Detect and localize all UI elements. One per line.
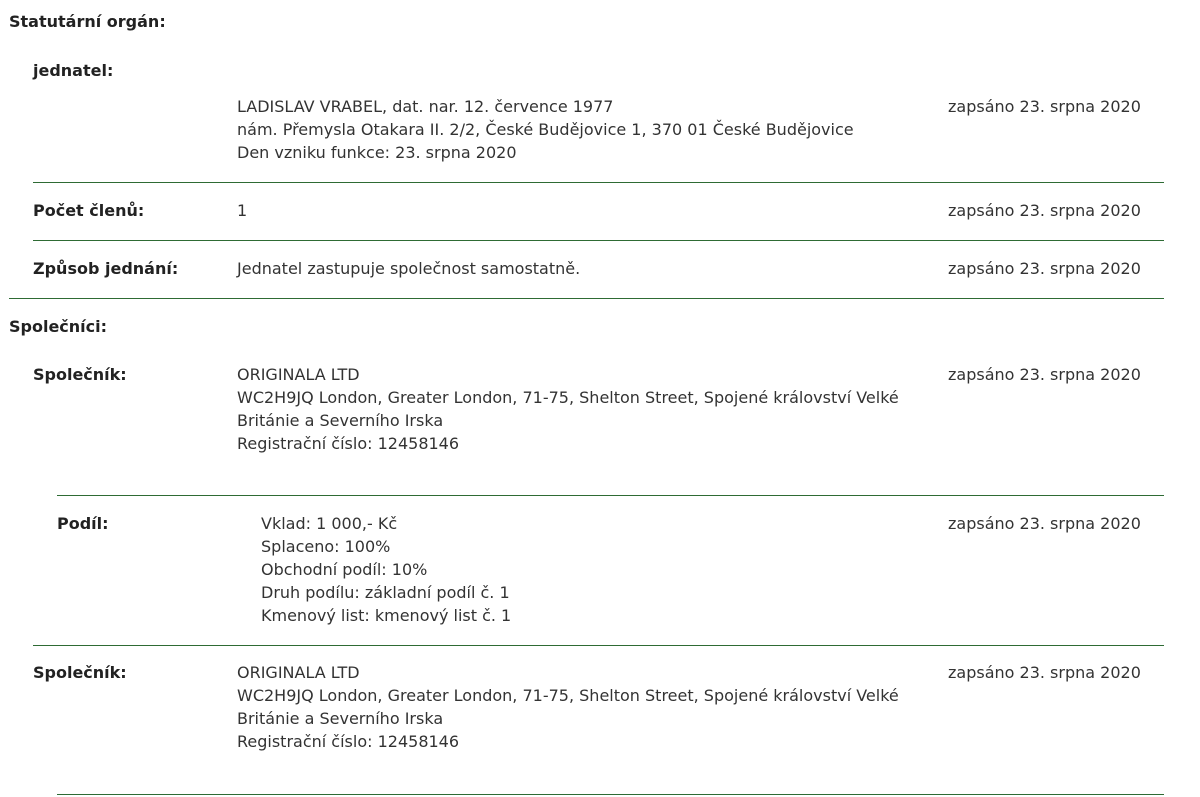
partner-registration-number: Registrační číslo: 12458146 xyxy=(237,732,460,751)
partner-label: Společník: xyxy=(33,663,127,682)
partner-date: zapsáno 23. srpna 2020 xyxy=(948,365,1141,384)
jednatel-date: zapsáno 23. srpna 2020 xyxy=(948,97,1141,116)
jednatel-details xyxy=(237,95,854,164)
divider xyxy=(57,495,1164,496)
partner-label: Společník: xyxy=(33,365,127,384)
section-title-statutory: Statutární orgán: xyxy=(9,12,166,31)
divider xyxy=(33,182,1164,183)
acting-method-value: Jednatel zastupuje společnost samostatně. xyxy=(237,259,581,278)
partner-registration-number: Registrační číslo: 12458146 xyxy=(237,434,460,453)
acting-method-label: Způsob jednání: xyxy=(33,259,179,278)
partner-details xyxy=(237,363,899,455)
jednatel-function-start: Den vzniku funkce: 23. srpna 2020 xyxy=(237,143,517,162)
divider xyxy=(33,240,1164,241)
section-divider xyxy=(9,298,1164,299)
members-count-label: Počet členů: xyxy=(33,201,145,220)
partner-details xyxy=(237,661,899,753)
share-details xyxy=(261,512,511,627)
divider xyxy=(33,645,1164,646)
partner-address-line1: WC2H9JQ London, Greater London, 71-75, Shelton Street, Spojené království Velké xyxy=(237,686,899,705)
partner-date: zapsáno 23. srpna 2020 xyxy=(948,663,1141,682)
share-label: Podíl: xyxy=(57,514,109,533)
members-count-value: 1 xyxy=(237,201,248,220)
partner-address-line2: Británie a Severního Irska xyxy=(237,411,444,430)
jednatel-label: jednatel: xyxy=(33,61,114,80)
share-deposit: Vklad: 1 000,- Kč xyxy=(261,514,398,533)
share-paid: Splaceno: 100% xyxy=(261,537,391,556)
share-type: Druh podílu: základní podíl č. 1 xyxy=(261,583,510,602)
share-date: zapsáno 23. srpna 2020 xyxy=(948,514,1141,533)
share-business-share: Obchodní podíl: 10% xyxy=(261,560,428,579)
section-title-partners: Společníci: xyxy=(9,317,108,336)
acting-method-date: zapsáno 23. srpna 2020 xyxy=(948,259,1141,278)
jednatel-address: nám. Přemysla Otakara II. 2/2, České Budějovice 1, 370 01 České Budějovice xyxy=(237,120,854,139)
share-certificate: Kmenový list: kmenový list č. 1 xyxy=(261,606,512,625)
partner-address-line2: Británie a Severního Irska xyxy=(237,709,444,728)
partner-name: ORIGINALA LTD xyxy=(237,663,360,682)
members-count-date: zapsáno 23. srpna 2020 xyxy=(948,201,1141,220)
partner-address-line1: WC2H9JQ London, Greater London, 71-75, Shelton Street, Spojené království Velké xyxy=(237,388,899,407)
jednatel-name: LADISLAV VRABEL, dat. nar. 12. července 1977 xyxy=(237,97,614,116)
partner-name: ORIGINALA LTD xyxy=(237,365,360,384)
divider xyxy=(57,794,1164,795)
